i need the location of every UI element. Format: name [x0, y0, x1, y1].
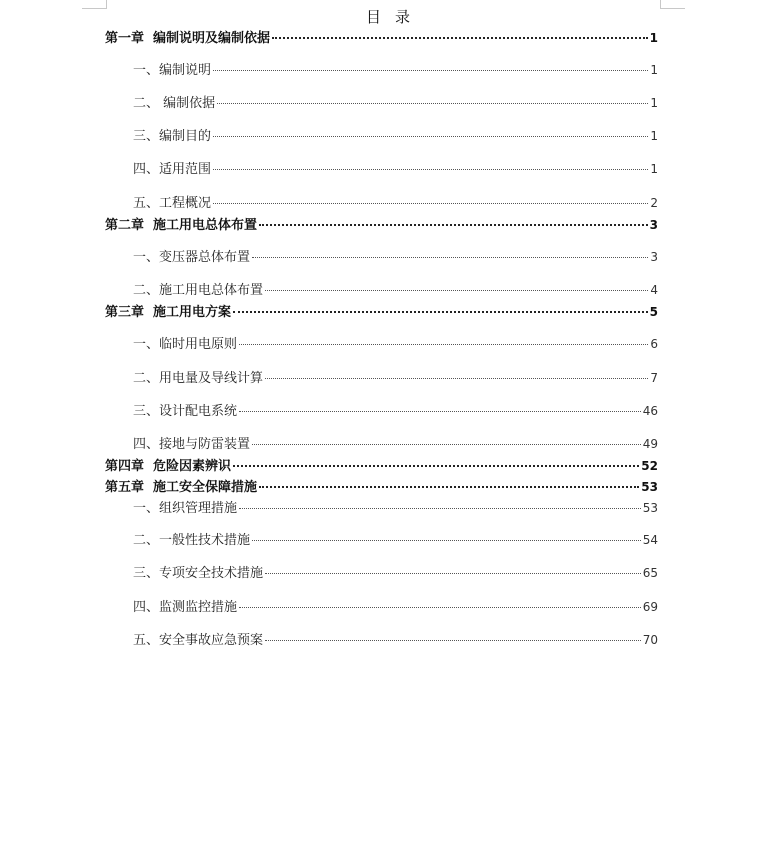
- toc-dot-leader: [239, 508, 641, 509]
- toc-entry-label: [105, 459, 231, 475]
- toc-dot-leader: [265, 573, 641, 574]
- toc-entry-section[interactable]: [133, 282, 658, 299]
- toc-entry-number: 三、: [133, 129, 160, 144]
- toc-entry-number: 一、: [133, 337, 160, 352]
- toc-entry-label: [133, 600, 237, 616]
- toc-entry-section[interactable]: [133, 565, 658, 582]
- toc-entry-page: 46: [642, 404, 658, 418]
- toc-entry-title: 适用范围: [159, 162, 212, 177]
- toc-entry-page: 4: [650, 283, 658, 297]
- toc-entry-title: 编制说明及编制依据: [153, 31, 271, 46]
- toc-entry-section[interactable]: [133, 95, 658, 112]
- toc-dot-leader: [265, 290, 648, 291]
- toc-entry-section[interactable]: [133, 195, 658, 212]
- toc-entry-label: [133, 162, 211, 178]
- toc-entry-number: 第一章: [105, 31, 145, 46]
- toc-entry-title: 接地与防雷装置: [159, 437, 251, 452]
- toc-dot-leader: [239, 344, 648, 345]
- toc-dot-leader: [252, 444, 641, 445]
- toc-entry-chapter-4[interactable]: [105, 458, 658, 475]
- toc-entry-title: 编制说明: [159, 63, 212, 78]
- toc-entry-page: 7: [650, 371, 658, 385]
- toc-entry-page: 3: [650, 250, 658, 264]
- toc-entry-label: [105, 31, 270, 47]
- toc-entry-number: 二、: [133, 371, 160, 386]
- toc-entry-page: 49: [642, 437, 658, 451]
- toc-entry-page: 6: [650, 337, 658, 351]
- toc-entry-page: 3: [649, 218, 658, 232]
- toc-entry-label: [133, 371, 263, 387]
- toc-title-char-1: 目: [365, 8, 395, 26]
- toc-entry-label: [133, 404, 237, 420]
- toc-dot-leader: [217, 103, 648, 104]
- toc-entry-page: 1: [650, 63, 658, 77]
- toc-dot-leader: [213, 203, 648, 204]
- toc-entry-number: 一、: [133, 250, 160, 265]
- toc-entry-label: [133, 533, 250, 549]
- toc-entry-title: 监测监控措施: [159, 600, 238, 615]
- toc-dot-leader: [272, 37, 648, 39]
- toc-entry-page: 2: [650, 196, 658, 210]
- toc-entry-page: 1: [650, 129, 658, 143]
- toc-entry-section[interactable]: [133, 632, 658, 649]
- toc-entry-label: [105, 305, 231, 321]
- toc-dot-leader: [233, 311, 648, 313]
- toc-entry-number: 一、: [133, 63, 160, 78]
- toc-entry-page: 1: [649, 31, 658, 45]
- toc-entry-page: 54: [642, 533, 658, 547]
- toc-entry-label: [133, 283, 263, 299]
- toc-entry-title: 设计配电系统: [159, 404, 238, 419]
- toc-dot-leader: [259, 486, 639, 488]
- toc-entry-number: 二、: [133, 96, 160, 111]
- toc-entry-number: 第四章: [105, 459, 145, 474]
- toc-entry-label: [133, 129, 211, 145]
- toc-entry-section[interactable]: [133, 249, 658, 266]
- toc-entry-title: 施工安全保障措施: [153, 480, 258, 495]
- toc-entry-number: 一、: [133, 501, 160, 516]
- toc-entry-number: 五、: [133, 196, 160, 211]
- toc-entry-label: [133, 196, 211, 212]
- toc-dot-leader: [213, 136, 648, 137]
- toc-entry-title: 编制依据: [159, 96, 216, 111]
- toc-entry-number: 三、: [133, 404, 160, 419]
- toc-dot-leader: [239, 411, 641, 412]
- toc-entry-title: 用电量及导线计算: [159, 371, 264, 386]
- toc-title-char-2: 录: [395, 8, 425, 26]
- toc-entry-number: 三、: [133, 566, 160, 581]
- toc-entry-label: [133, 63, 211, 79]
- toc-entry-page: 53: [642, 501, 658, 515]
- toc-entry-title: 编制目的: [159, 129, 212, 144]
- toc-entry-title: 施工用电总体布置: [159, 283, 264, 298]
- toc-entry-page: 5: [649, 305, 658, 319]
- toc-entry-label: [133, 337, 237, 353]
- toc-entry-section[interactable]: [133, 370, 658, 387]
- toc-entry-label: [133, 501, 237, 517]
- toc-entry-label: [105, 480, 257, 496]
- toc-entry-chapter-1[interactable]: [105, 30, 658, 47]
- toc-entry-page: 52: [641, 459, 658, 473]
- toc-entry-label: [133, 633, 263, 649]
- toc-entry-label: [105, 218, 257, 234]
- toc-entry-number: 第五章: [105, 480, 145, 495]
- toc-dot-leader: [259, 224, 648, 226]
- toc-entry-section[interactable]: [133, 532, 658, 549]
- toc-entry-number: 二、: [133, 533, 160, 548]
- toc-entry-title: 安全事故应急预案: [159, 633, 264, 648]
- toc-entry-chapter-5[interactable]: [105, 479, 658, 496]
- toc-entry-title: 施工用电方案: [153, 305, 232, 320]
- toc-dot-leader: [213, 169, 648, 170]
- toc-dot-leader: [239, 607, 641, 608]
- toc-entry-label: [133, 250, 250, 266]
- toc-dot-leader: [233, 465, 639, 467]
- toc-entry-number: 二、: [133, 283, 160, 298]
- toc-entry-section[interactable]: [133, 403, 658, 420]
- toc-entry-title: 专项安全技术措施: [159, 566, 264, 581]
- toc-entry-page: 70: [642, 633, 658, 647]
- toc-entry-page: 53: [641, 480, 658, 494]
- toc-entry-number: 第二章: [105, 218, 145, 233]
- toc-dot-leader: [252, 540, 641, 541]
- toc-entry-number: 第三章: [105, 305, 145, 320]
- toc-title: [0, 6, 776, 27]
- toc-entry-page: 1: [650, 162, 658, 176]
- toc-entry-title: 变压器总体布置: [159, 250, 251, 265]
- toc-entry-title: 危险因素辨识: [153, 459, 232, 474]
- toc-dot-leader: [252, 257, 648, 258]
- toc-entry-title: 组织管理措施: [159, 501, 238, 516]
- toc-entry-section[interactable]: [133, 161, 658, 178]
- toc-entry-section[interactable]: [133, 128, 658, 145]
- toc-entry-label: [133, 96, 215, 112]
- toc-entry-section[interactable]: [133, 62, 658, 79]
- toc-entry-section[interactable]: [133, 599, 658, 616]
- toc-entry-chapter-3[interactable]: [105, 304, 658, 321]
- toc-entry-number: 四、: [133, 162, 160, 177]
- toc-entry-section[interactable]: [133, 336, 658, 353]
- toc-entry-title: 工程概况: [159, 196, 212, 211]
- toc-entry-title: 临时用电原则: [159, 337, 238, 352]
- toc-dot-leader: [213, 70, 648, 71]
- toc-entry-label: [133, 566, 263, 582]
- toc-entry-number: 五、: [133, 633, 160, 648]
- toc-entry-section[interactable]: [133, 436, 658, 453]
- toc-entry-title: 施工用电总体布置: [153, 218, 258, 233]
- toc-entry-section[interactable]: [133, 500, 658, 517]
- toc-entry-label: [133, 437, 250, 453]
- toc-entry-chapter-2[interactable]: [105, 217, 658, 234]
- toc-entry-number: 四、: [133, 437, 160, 452]
- toc-entry-page: 65: [642, 566, 658, 580]
- toc-entry-page: 69: [642, 600, 658, 614]
- toc-entry-title: 一般性技术措施: [159, 533, 251, 548]
- toc-dot-leader: [265, 640, 641, 641]
- toc-entry-page: 1: [650, 96, 658, 110]
- toc-dot-leader: [265, 378, 648, 379]
- toc-entry-number: 四、: [133, 600, 160, 615]
